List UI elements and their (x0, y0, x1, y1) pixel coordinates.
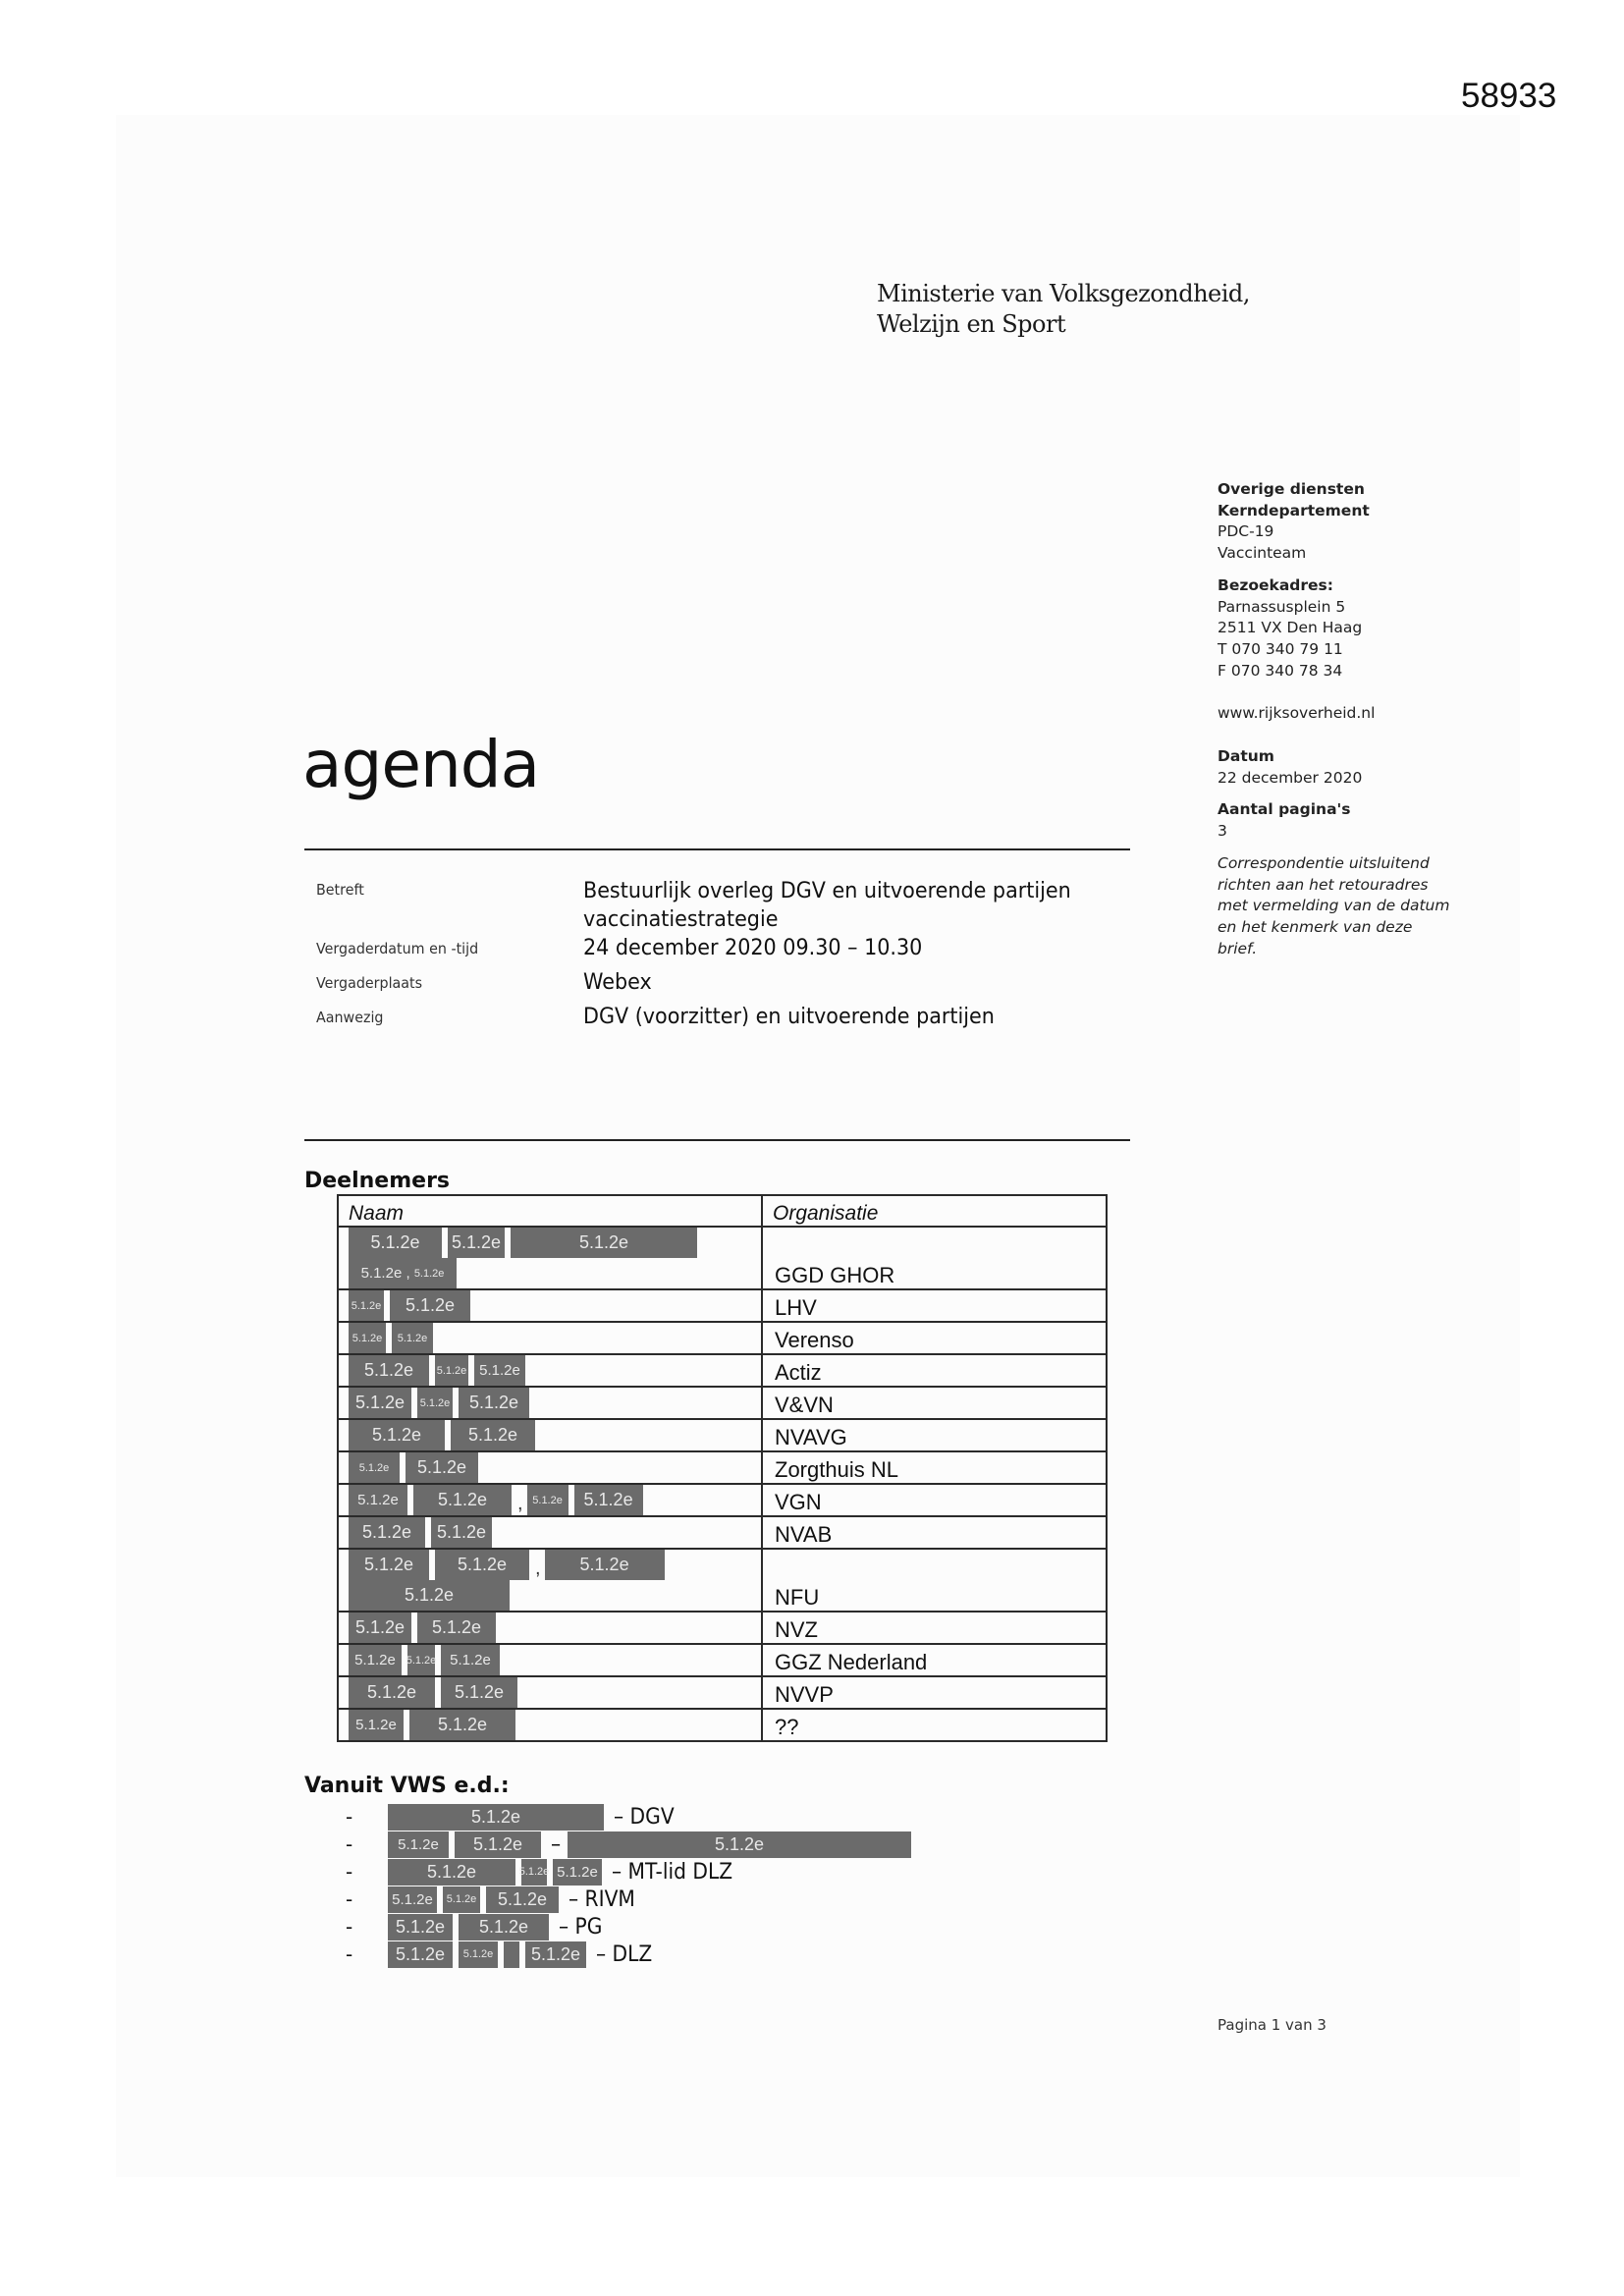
redaction-block: 5.1.2e (574, 1485, 643, 1515)
note-line: richten aan het retouradres (1218, 875, 1429, 894)
organisation-cell: NVAVG (762, 1419, 1107, 1451)
table-row (338, 1419, 1107, 1451)
subject-line: Bestuurlijk overleg DGV en uitvoerende partijen (583, 878, 1071, 903)
redaction-block: 5.1.2e (349, 1452, 400, 1483)
organisation-cell: NFU (762, 1549, 1107, 1612)
organisation-cell: Zorgthuis NL (762, 1451, 1107, 1484)
subject-label: Betreft (316, 881, 364, 899)
bullet: - (346, 1805, 353, 1829)
table-row (338, 1484, 1107, 1516)
attendee-role: – DLZ (596, 1941, 653, 1967)
redaction-block: 5.1.2e (435, 1355, 468, 1386)
table-row (338, 1549, 1107, 1612)
organisation-cell: Verenso (762, 1322, 1107, 1354)
redaction-block: 5.1.2e (406, 1452, 478, 1483)
redaction-block: 5.1.2e (388, 1831, 449, 1858)
separator: , (535, 1558, 541, 1579)
ministry-line-1: Ministerie van Volksgezondheid, (877, 280, 1250, 307)
name-cell (338, 1451, 762, 1484)
organisation-cell: NVVP (762, 1676, 1107, 1709)
table-row (338, 1289, 1107, 1322)
redaction-block: 5.1.2e (390, 1290, 470, 1321)
column-header-name: Naam (338, 1195, 762, 1227)
redaction-block: 5.1.2e (486, 1886, 559, 1913)
attendee-role: – RIVM (568, 1886, 635, 1912)
redaction-block: 5.1.2e (417, 1613, 496, 1643)
bullet: - (346, 1887, 353, 1911)
separator: – (551, 1831, 562, 1857)
redaction-block: 5.1.2e (568, 1831, 911, 1858)
note-line: Correspondentie uitsluitend (1218, 853, 1430, 872)
table-row (338, 1227, 1107, 1289)
name-cell (338, 1354, 762, 1387)
name-cell (338, 1322, 762, 1354)
name-cell (338, 1549, 762, 1612)
redaction-block: 5.1.2e (349, 1550, 429, 1580)
table-row (338, 1676, 1107, 1709)
attendee-role: – PG (559, 1914, 603, 1940)
redaction-block: 5.1.2e (349, 1710, 404, 1740)
redaction-block: 5.1.2e (349, 1613, 411, 1643)
bullet: - (346, 1832, 353, 1856)
separator: , (517, 1493, 523, 1514)
redaction-block: 5.1.2e (349, 1677, 435, 1708)
redaction-block: 5.1.2e (435, 1550, 529, 1580)
organisation-cell: ?? (762, 1709, 1107, 1741)
redaction-block: 5.1.2e (349, 1290, 384, 1321)
organisation-cell: GGZ Nederland (762, 1644, 1107, 1676)
note-line: met vermelding van de datum (1218, 897, 1450, 915)
redaction-block: 5.1.2e (349, 1517, 425, 1548)
redaction-block: 5.1.2e (527, 1485, 568, 1515)
name-cell (338, 1676, 762, 1709)
column-header-organisation: Organisatie (762, 1195, 1107, 1227)
participants-heading: Deelnemers (304, 1169, 451, 1193)
name-cell (338, 1709, 762, 1741)
redaction-block: 5.1.2e (525, 1941, 586, 1968)
present-label: Aanwezig (316, 1009, 384, 1026)
redaction-block: 5.1.2e (459, 1388, 529, 1418)
redaction-block: 5.1.2e (349, 1420, 445, 1450)
redaction-block: 5.1.2e (349, 1323, 386, 1353)
redaction-block: 5.1.2e (388, 1859, 515, 1886)
note-line: brief. (1218, 939, 1258, 957)
redaction-block: 5.1.2e (511, 1228, 697, 1258)
redaction-block: 5.1.2e , 5.1.2e (349, 1258, 457, 1288)
table-header-row (338, 1195, 1107, 1227)
page-indicator: Pagina 1 van 3 (1218, 2016, 1326, 2034)
redaction-block: 5.1.2e (407, 1645, 435, 1675)
redaction-block: 5.1.2e (459, 1941, 498, 1968)
redaction-block: 5.1.2e (417, 1388, 453, 1418)
redaction-block: 5.1.2e (349, 1645, 402, 1675)
sender-sidebar (1218, 479, 1512, 959)
website-link[interactable]: www.rijksoverheid.nl (1218, 704, 1376, 723)
table-row (338, 1516, 1107, 1549)
redaction-block: 5.1.2e (409, 1710, 515, 1740)
redaction-block (504, 1941, 519, 1968)
date-value: 22 december 2020 (1218, 768, 1363, 787)
bullet: - (346, 1860, 353, 1884)
organisation-cell: V&VN (762, 1387, 1107, 1419)
organisation-cell: LHV (762, 1289, 1107, 1322)
redaction-block: 5.1.2e (431, 1517, 492, 1548)
redaction-block: 5.1.2e (474, 1355, 525, 1386)
table-row (338, 1354, 1107, 1387)
name-cell (338, 1419, 762, 1451)
name-cell (338, 1516, 762, 1549)
datetime-label: Vergaderdatum en -tijd (316, 940, 479, 957)
department-name: Overige diensten (1218, 480, 1365, 498)
fax-number: F 070 340 78 34 (1218, 661, 1343, 680)
address-label: Bezoekadres: (1218, 575, 1333, 594)
place-value: Webex (583, 969, 652, 995)
redaction-block: 5.1.2e (459, 1914, 549, 1941)
redaction-block: 5.1.2e (349, 1355, 429, 1386)
organisation-cell: NVAB (762, 1516, 1107, 1549)
name-cell (338, 1227, 762, 1289)
redaction-block: 5.1.2e (349, 1580, 510, 1611)
participants-table (337, 1194, 1108, 1742)
document-number: 58933 (1461, 77, 1557, 115)
redaction-block: 5.1.2e (413, 1485, 512, 1515)
page-count-value: 3 (1218, 822, 1227, 841)
redaction-block: 5.1.2e (451, 1420, 535, 1450)
redaction-block: 5.1.2e (349, 1388, 411, 1418)
name-cell (338, 1484, 762, 1516)
divider (304, 1139, 1130, 1141)
name-cell (338, 1289, 762, 1322)
department-subname: Kerndepartement (1218, 501, 1370, 519)
redaction-block: 5.1.2e (388, 1804, 604, 1831)
redaction-block: 5.1.2e (392, 1323, 433, 1353)
redaction-block: 5.1.2e (521, 1859, 547, 1886)
redaction-block: 5.1.2e (545, 1550, 665, 1580)
table-row (338, 1709, 1107, 1741)
organisation-cell: Actiz (762, 1354, 1107, 1387)
phone-number: T 070 340 79 11 (1218, 639, 1343, 658)
datetime-value: 24 december 2020 09.30 – 10.30 (583, 935, 923, 960)
attendee-role: – DGV (614, 1804, 675, 1830)
name-cell (338, 1612, 762, 1644)
name-cell (338, 1644, 762, 1676)
redaction-block: 5.1.2e (441, 1677, 517, 1708)
ministry-name (877, 279, 1250, 340)
redaction-block: 5.1.2e (455, 1831, 541, 1858)
table-row (338, 1644, 1107, 1676)
redaction-block: 5.1.2e (443, 1886, 480, 1913)
redaction-block: 5.1.2e (553, 1859, 602, 1886)
present-value: DGV (voorzitter) en uitvoerende partijen (583, 1004, 995, 1029)
team-name: Vaccinteam (1218, 544, 1307, 563)
table-row (338, 1451, 1107, 1484)
redaction-block: 5.1.2e (388, 1886, 437, 1913)
organisation-cell: VGN (762, 1484, 1107, 1516)
name-cell (338, 1387, 762, 1419)
organisation-cell: GGD GHOR (762, 1227, 1107, 1289)
bullet: - (346, 1942, 353, 1966)
redaction-block: 5.1.2e (441, 1645, 500, 1675)
table-row (338, 1387, 1107, 1419)
page-count-label: Aantal pagina's (1218, 800, 1351, 819)
vws-heading: Vanuit VWS e.d.: (304, 1774, 510, 1798)
redaction-block: 5.1.2e (448, 1228, 505, 1258)
correspondence-note (1218, 853, 1512, 960)
subject-line: vaccinatiestrategie (583, 906, 779, 932)
redaction-block: 5.1.2e (388, 1914, 453, 1941)
redaction-block: 5.1.2e (349, 1228, 442, 1258)
place-label: Vergaderplaats (316, 974, 423, 992)
redaction-block: 5.1.2e (349, 1485, 407, 1515)
table-row (338, 1612, 1107, 1644)
date-label: Datum (1218, 747, 1274, 766)
note-line: en het kenmerk van deze (1218, 917, 1413, 936)
unit-name: PDC-19 (1218, 522, 1274, 541)
document-title: agenda (302, 727, 540, 802)
organisation-cell: NVZ (762, 1612, 1107, 1644)
subject-value (583, 877, 1089, 934)
address-street: Parnassusplein 5 (1218, 597, 1346, 616)
table-row (338, 1322, 1107, 1354)
address-city: 2511 VX Den Haag (1218, 619, 1363, 637)
divider (304, 848, 1130, 850)
ministry-line-2: Welzijn en Sport (877, 310, 1066, 338)
page-background (116, 115, 1520, 2177)
attendee-role: – MT-lid DLZ (612, 1859, 733, 1885)
redaction-block: 5.1.2e (388, 1941, 453, 1968)
bullet: - (346, 1915, 353, 1939)
